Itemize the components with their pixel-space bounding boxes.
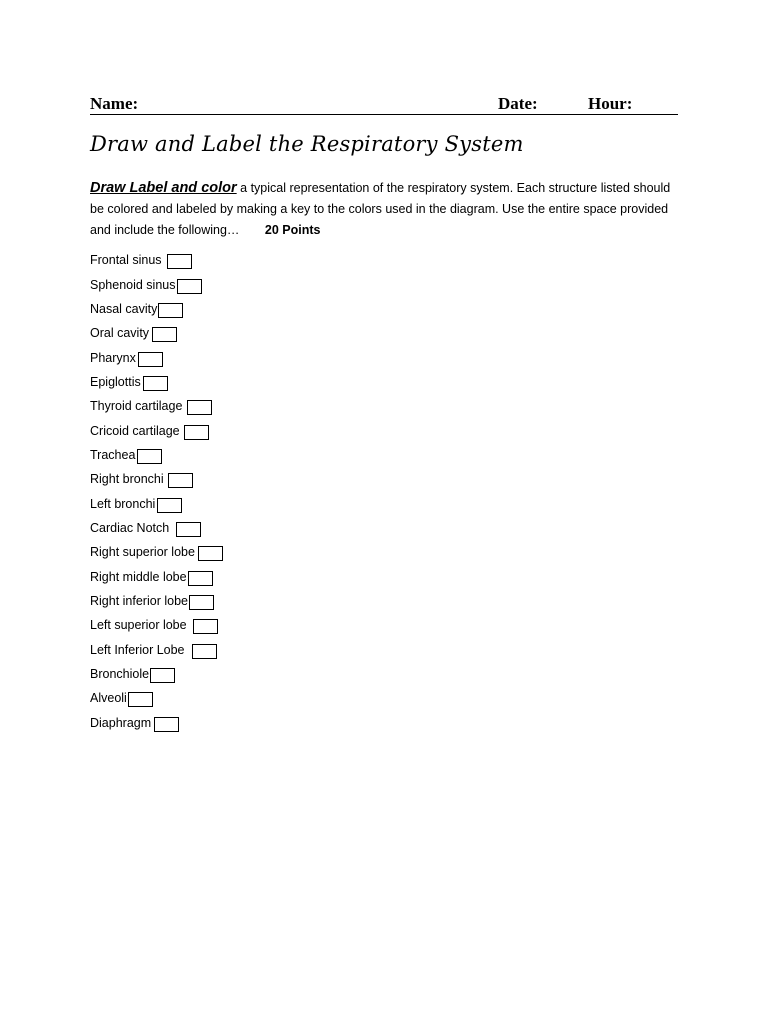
structure-list	[90, 248, 223, 735]
structure-item	[90, 418, 223, 442]
structure-item	[90, 638, 223, 662]
color-key-box[interactable]	[198, 546, 223, 561]
structure-item	[90, 711, 223, 735]
name-label: Name:	[90, 94, 139, 113]
instructions-body: a typical representation of the respiratory system. Each structure listed should be colored and labeled by making a key to the colors used in the diagram. Use the entire space provided and include the following…	[90, 181, 671, 237]
structure-item	[90, 248, 223, 272]
structure-item	[90, 589, 223, 613]
instructions-paragraph	[90, 178, 680, 241]
structure-label: Left superior lobe	[90, 618, 187, 633]
color-key-box[interactable]	[157, 498, 182, 513]
structure-item	[90, 564, 223, 588]
color-key-box[interactable]	[137, 449, 162, 464]
structure-label: Epiglottis	[90, 374, 141, 389]
color-key-box[interactable]	[176, 522, 201, 537]
date-label: Date:	[498, 94, 538, 113]
header-line	[90, 92, 678, 115]
structure-label: Trachea	[90, 447, 136, 462]
color-key-box[interactable]	[193, 619, 218, 634]
structure-item	[90, 491, 223, 515]
structure-label: Cricoid cartilage	[90, 423, 180, 438]
structure-item	[90, 613, 223, 637]
structure-item	[90, 394, 223, 418]
structure-label: Oral cavity	[90, 326, 150, 341]
color-key-box[interactable]	[168, 473, 193, 488]
color-key-box[interactable]	[192, 644, 217, 659]
structure-item	[90, 345, 223, 369]
structure-label: Alveoli	[90, 691, 127, 706]
color-key-box[interactable]	[189, 595, 214, 610]
structure-item	[90, 467, 223, 491]
color-key-box[interactable]	[138, 352, 163, 367]
instructions-lead: Draw Label and color	[90, 180, 237, 196]
structure-item	[90, 370, 223, 394]
structure-label: Right middle lobe	[90, 569, 187, 584]
hour-label: Hour:	[588, 94, 633, 113]
color-key-box[interactable]	[158, 303, 183, 318]
color-key-box[interactable]	[152, 327, 177, 342]
color-key-box[interactable]	[150, 668, 175, 683]
color-key-box[interactable]	[177, 279, 202, 294]
color-key-box[interactable]	[188, 571, 213, 586]
structure-label: Thyroid cartilage	[90, 399, 183, 414]
structure-label: Nasal cavity	[90, 301, 158, 316]
structure-label: Frontal sinus	[90, 253, 162, 268]
page-title: Draw and Label the Respiratory System	[90, 132, 524, 156]
color-key-box[interactable]	[184, 425, 209, 440]
color-key-box[interactable]	[167, 254, 192, 269]
structure-label: Left bronchi	[90, 496, 156, 511]
structure-item	[90, 516, 223, 540]
structure-item	[90, 540, 223, 564]
structure-label: Right superior lobe	[90, 545, 195, 560]
structure-label: Diaphragm	[90, 715, 152, 730]
structure-label: Right bronchi	[90, 472, 164, 487]
structure-item	[90, 321, 223, 345]
structure-item	[90, 443, 223, 467]
structure-label: Bronchiole	[90, 667, 150, 682]
color-key-box[interactable]	[187, 400, 212, 415]
structure-label: Right inferior lobe	[90, 593, 188, 608]
color-key-box[interactable]	[128, 692, 153, 707]
structure-label: Left Inferior Lobe	[90, 642, 185, 657]
structure-label: Sphenoid sinus	[90, 277, 176, 292]
structure-label: Cardiac Notch	[90, 520, 170, 535]
points-value: 20 Points	[264, 223, 321, 237]
structure-item	[90, 272, 223, 296]
structure-label: Pharynx	[90, 350, 136, 365]
structure-item	[90, 662, 223, 686]
color-key-box[interactable]	[143, 376, 168, 391]
structure-item	[90, 297, 223, 321]
color-key-box[interactable]	[154, 717, 179, 732]
structure-item	[90, 686, 223, 710]
